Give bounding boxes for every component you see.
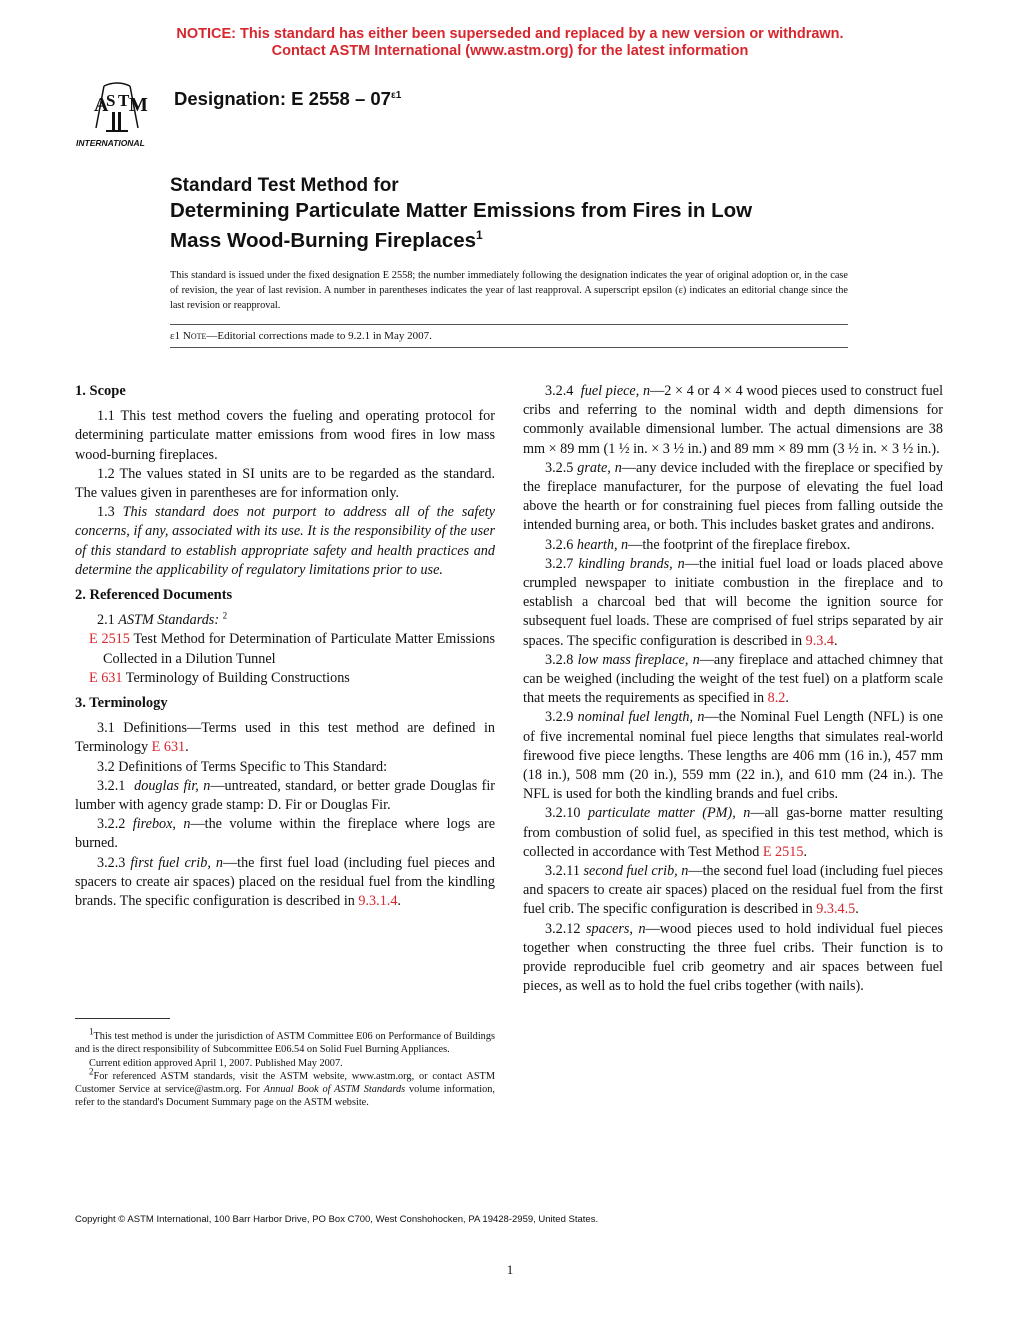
para-3-2-12: —wood pieces used to hold individual fuel pieces together when constructing the three fuel cribs. Their function is to provide reproducible fuel crib geometry and air spaces between fuel pieces, as well as to hold the fuel cribs together (with nails). bbox=[523, 920, 943, 995]
footnote-2-mark: 2 bbox=[89, 1066, 94, 1077]
astm-logo bbox=[74, 78, 160, 150]
para-3-2-5-num: 3.2.5 bbox=[545, 459, 574, 476]
designation-label: Designation: E 2558 – 07 bbox=[174, 88, 391, 109]
right-column bbox=[523, 382, 943, 997]
para-3-2-10-term: particulate matter (PM), n bbox=[587, 805, 751, 822]
left-column bbox=[75, 382, 495, 911]
ref-e631-text: Terminology of Building Constructions bbox=[125, 669, 350, 686]
para-3-2-2-term: firebox, n bbox=[132, 816, 191, 833]
para-3-2-11-num: 3.2.11 bbox=[545, 863, 580, 880]
ref-e631-link[interactable]: E 631 bbox=[89, 669, 123, 686]
logo-label: INTERNATIONAL bbox=[76, 138, 145, 148]
para-3-2-5-term: grate, n bbox=[577, 459, 622, 476]
para-3-2-11-link[interactable]: 9.3.4.5 bbox=[816, 901, 856, 918]
para-3-2-10: —all gas-borne matter resulting from combustion of solid fuel, as specified in this test method, which is collected in accordance with Test Method bbox=[523, 805, 944, 860]
para-3-2-9: —the Nominal Fuel Length (NFL) is one of five incremental nominal fuel piece lengths that simulates real-world firewood five piece lengths. These lengths are 406 mm (16 in.), 457 mm (18 in.), 508 mm (20 in.), 559 mm (22 in.), and 610 mm (24 in.). The NFL is used for both the kindling brands and fuel cribs. bbox=[523, 709, 944, 803]
para-3-2-10-end: . bbox=[803, 843, 807, 860]
para-3-2-4-term: fuel piece, n bbox=[580, 383, 651, 399]
para-2-1-footnote-mark: 2 bbox=[222, 610, 228, 621]
para-3-2-10-link[interactable]: E 2515 bbox=[762, 843, 804, 860]
para-3-2-6-term: hearth, n bbox=[576, 536, 629, 553]
para-3-2-7-link[interactable]: 9.3.4 bbox=[805, 632, 834, 649]
para-3-2-7: —the initial fuel load or loads placed above crumpled newspaper to initiate combustion in the fireplace and to establish a charcoal bed that will become the ignition source for subsequent fuel loads. These are comprised of fuel strips separated by air spaces. The specific configuration is described in bbox=[523, 555, 944, 649]
para-3-2-1-term: douglas fir, n bbox=[134, 777, 211, 794]
para-3-2-8-link[interactable]: 8.2 bbox=[767, 690, 786, 707]
para-3-2-3-term: first fuel crib, n bbox=[130, 854, 223, 871]
para-3-2-6: —the footprint of the fireplace firebox. bbox=[628, 536, 851, 553]
para-3-2-2: —the volume within the fireplace where logs are burned. bbox=[75, 816, 495, 852]
para-3-2-5: —any device included with the fireplace or specified by the fireplace manufacturer, for the purpose of elevating the fuel load above the hearth or for constraining fuel pieces from falling outside the intended burning area, or both. This includes basket grates and andirons. bbox=[523, 459, 944, 534]
para-3-2-7-num: 3.2.7 bbox=[545, 555, 574, 572]
editorial-note-label: Note bbox=[182, 330, 207, 342]
editorial-note bbox=[170, 324, 848, 348]
title-line-3: Mass Wood-Burning Fireplaces bbox=[170, 228, 477, 252]
para-3-2-4-num: 3.2.4 bbox=[545, 383, 574, 399]
refdocs-heading: 2. Referenced Documents bbox=[75, 587, 233, 604]
para-3-2-8-num: 3.2.8 bbox=[545, 651, 574, 668]
standard-title bbox=[170, 174, 870, 253]
footnote-2-a: For referenced ASTM standards, visit the ASTM website, www.astm.org, or contact ASTM Customer Service at service@astm.org. For bbox=[75, 1070, 495, 1096]
para-3-2-1: —untreated, standard, or better grade Douglas fir lumber with agency grade stamp: D. Fir or Douglas Fir. bbox=[75, 777, 496, 814]
para-3-2-3-end: . bbox=[397, 893, 401, 910]
title-line-2: Determining Particulate Matter Emissions from Fires in Low bbox=[170, 199, 753, 222]
para-3-2-8: —any fireplace and attached chimney that can be weighed (including the weight of the test fuel) on a platform scale that meets the requirements as specified in bbox=[523, 651, 944, 707]
title-line-1: Standard Test Method for bbox=[170, 175, 399, 196]
para-3-1: 3.1 Definitions—Terms used in this test method are defined in Terminology bbox=[75, 720, 495, 756]
title-footnote-mark: 1 bbox=[476, 228, 483, 242]
footnotes bbox=[75, 1026, 495, 1110]
para-3-2-4: —2 × 4 or 4 × 4 wood pieces used to construct fuel cribs and referring to the nominal width and depth dimensions for commonly available dimensional lumber. The actual dimensions are 38 mm × 89 mm (1 ½ in. × 3 ½ in.) and 89 mm × 89 mm (3 ½ in. × 3 ½ in.). bbox=[523, 383, 944, 457]
ref-e2515-text: Test Method for Determination of Particulate Matter Emissions Collected in a Dilution Tunnel bbox=[103, 631, 495, 667]
svg-text:T: T bbox=[118, 91, 130, 110]
para-3-2-7-end: . bbox=[833, 632, 838, 649]
para-3-2-8-end: . bbox=[785, 690, 789, 707]
footnote-2-b: volume information, refer to the standard's Document Summary page on the ASTM website. bbox=[75, 1084, 495, 1109]
footnote-1: This test method is under the jurisdiction of ASTM Committee E06 on Performance of Buildings and is the direct responsibility of Subcommittee E06.54 on Solid Fuel Burning Appliances. bbox=[75, 1031, 495, 1056]
designation bbox=[174, 88, 401, 110]
scope-heading: 1. Scope bbox=[75, 383, 126, 399]
para-2-1-num: 2.1 bbox=[97, 612, 115, 629]
para-1-1: 1.1 This test method covers the fueling and operating protocol for determining particulate matter emissions from wood fires in low mass wood-burning fireplaces. bbox=[75, 408, 495, 463]
footnote-2-italic: Annual Book of ASTM Standards bbox=[263, 1084, 406, 1096]
copyright: Copyright © ASTM International, 100 Barr Harbor Drive, PO Box C700, West Conshohocken, PA 19428-2959, United States. bbox=[75, 1214, 599, 1225]
notice-line-2: Contact ASTM International (www.astm.org) for the latest information bbox=[271, 43, 749, 59]
editorial-note-text: —Editorial corrections made to 9.2.1 in May 2007. bbox=[206, 330, 432, 342]
terminology-heading: 3. Terminology bbox=[75, 695, 168, 712]
para-3-2-1-num: 3.2.1 bbox=[97, 777, 126, 794]
svg-text:S: S bbox=[106, 91, 116, 110]
para-3-2-11-end: . bbox=[855, 901, 859, 918]
para-3-1-end: . bbox=[185, 739, 189, 756]
issued-statement: This standard is issued under the fixed designation E 2558; the number immediately following the designation indicates the year of original adoption or, in the case of revision, the year of last revision. A number in parentheses indicates the year of last reapproval. A superscript epsilon (ε) indicates an editorial change since the last revision or reapproval. bbox=[170, 270, 848, 312]
para-3-2-3-num: 3.2.3 bbox=[97, 854, 126, 871]
para-3-2-11: —the second fuel load (including fuel pieces and spacers to create air spaces) placed on the residual fuel from the first fuel crib. The specific configuration is described in bbox=[523, 863, 943, 918]
para-3-2-2-num: 3.2.2 bbox=[97, 816, 126, 833]
designation-mark: ε1 bbox=[390, 89, 402, 101]
para-3-2-9-num: 3.2.9 bbox=[545, 709, 574, 726]
footnote-1-approval: Current edition approved April 1, 2007. Published May 2007. bbox=[89, 1057, 343, 1069]
para-3-2-6-num: 3.2.6 bbox=[545, 536, 574, 553]
astm-logo-icon bbox=[74, 78, 160, 150]
svg-text:M: M bbox=[129, 94, 148, 116]
para-3-2-12-num: 3.2.12 bbox=[545, 920, 581, 937]
para-1-3: This standard does not purport to address all of the safety concerns, if any, associated with its use. It is the responsibility of the user of this standard to establish appropriate safety and health practices and determine the applicability of regulatory limitations prior to use. bbox=[75, 504, 495, 578]
para-3-2-11-term: second fuel crib, n bbox=[583, 863, 689, 880]
para-1-2: 1.2 The values stated in SI units are to be regarded as the standard. The values given in parentheses are for information only. bbox=[75, 465, 495, 502]
footnote-divider bbox=[75, 1018, 170, 1019]
para-3-2-7-term: kindling brands, n bbox=[578, 555, 685, 572]
para-3-2-12-term: spacers, n bbox=[586, 920, 646, 937]
para-2-1: ASTM Standards: bbox=[118, 612, 220, 629]
para-3-2-3-link[interactable]: 9.3.1.4 bbox=[358, 893, 398, 910]
para-3-2-3: —the first fuel load (including fuel pieces and spacers to create air spaces) placed on the residual fuel from the kindling brands. The specific configuration is described in bbox=[75, 854, 495, 910]
para-3-1-link[interactable]: E 631 bbox=[151, 739, 186, 756]
svg-text:A: A bbox=[94, 94, 109, 116]
withdrawal-notice bbox=[0, 26, 1020, 60]
para-3-2: 3.2 Definitions of Terms Specific to This Standard: bbox=[97, 758, 388, 775]
para-1-3-num: 1.3 bbox=[97, 504, 115, 521]
notice-line-1: NOTICE: This standard has either been superseded and replaced by a new version or withdrawn. bbox=[176, 26, 844, 42]
page-number: 1 bbox=[506, 1262, 514, 1277]
para-3-2-10-num: 3.2.10 bbox=[545, 805, 581, 822]
ref-e2515-link[interactable]: E 2515 bbox=[89, 631, 130, 648]
footnote-1-mark: 1 bbox=[89, 1026, 94, 1037]
editorial-note-mark: ε1 bbox=[170, 330, 181, 342]
para-3-2-8-term: low mass fireplace, n bbox=[577, 651, 700, 668]
para-3-2-9-term: nominal fuel length, n bbox=[577, 709, 705, 726]
